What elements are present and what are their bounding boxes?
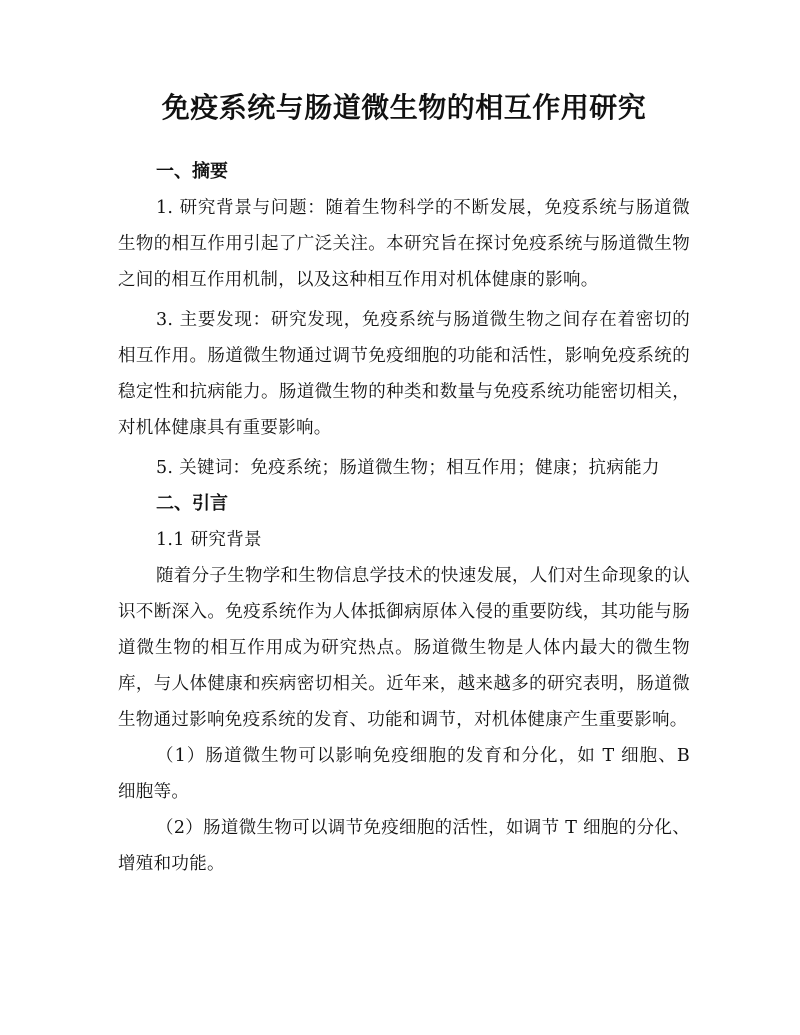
introduction-point-1: （1）肠道微生物可以影响免疫细胞的发育和分化，如 T 细胞、B 细胞等。	[118, 746, 690, 802]
document-title: 免疫系统与肠道微生物的相互作用研究	[161, 91, 647, 124]
introduction-heading: 二、引言	[156, 493, 228, 514]
abstract-item-background: 1. 研究背景与问题：随着生物科学的不断发展，免疫系统与肠道微生物的相互作用引起了广泛关注。本研究旨在探讨免疫系统与肠道微生物之间的相互作用机制，以及这种相互作用对机体健康的影响。	[118, 198, 690, 290]
abstract-section	[118, 154, 690, 486]
introduction-paragraph: 随着分子生物学和生物信息学技术的快速发展，人们对生命现象的认识不断深入。免疫系统作为人体抵御病原体入侵的重要防线，其功能与肠道微生物的相互作用成为研究热点。肠道微生物是人体内最大的微生物库，与人体健康和疾病密切相关。近年来，越来越多的研究表明，肠道微生物通过影响免疫系统的发育、功能和调节，对机体健康产生重要影响。	[118, 566, 690, 730]
introduction-point-2: （2）肠道微生物可以调节免疫细胞的活性，如调节 T 细胞的分化、增殖和功能。	[118, 818, 690, 874]
abstract-item-findings: 3. 主要发现：研究发现，免疫系统与肠道微生物之间存在着密切的相互作用。肠道微生物通过调节免疫细胞的功能和活性，影响免疫系统的稳定性和抗病能力。肠道微生物的种类和数量与免疫系统功能密切相关，对机体健康具有重要影响。	[118, 310, 690, 438]
abstract-item-keywords: 5. 关键词：免疫系统；肠道微生物；相互作用；健康；抗病能力	[156, 458, 660, 478]
abstract-heading: 一、摘要	[156, 161, 228, 182]
research-background-subheading: 1.1 研究背景	[156, 530, 262, 550]
document-page	[118, 88, 690, 882]
introduction-section	[118, 486, 690, 882]
